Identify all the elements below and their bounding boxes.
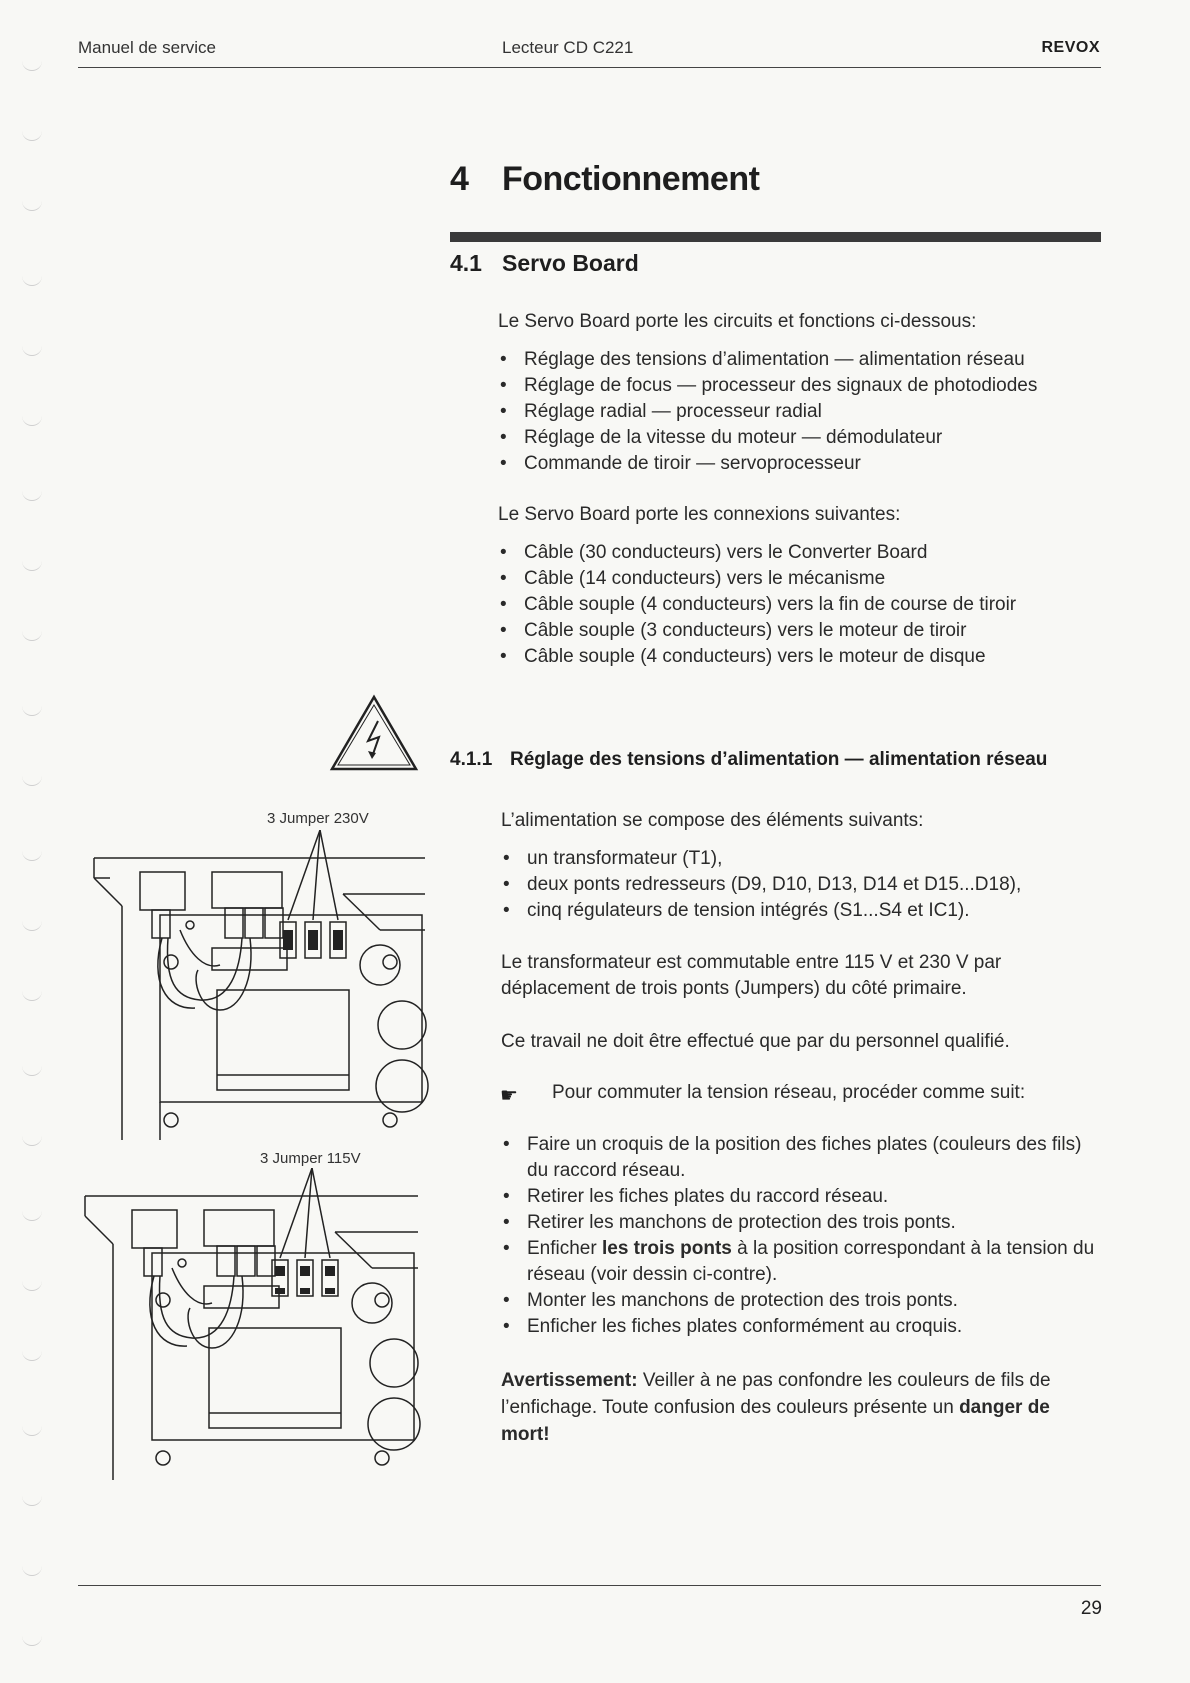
section-number: 4.1	[450, 250, 482, 276]
list-item	[501, 1236, 1097, 1288]
chapter-number: 4	[450, 160, 469, 198]
list-item: • Réglage des tensions d’alimentation — alimentation réseau	[498, 347, 1098, 373]
warning-paragraph	[501, 1367, 1099, 1448]
jumper-115-label: 3 Jumper 115V	[260, 1150, 361, 1167]
functions-list	[498, 347, 1098, 477]
chapter-title-text: Fonctionnement	[502, 160, 760, 198]
header-product: Lecteur CD C221	[502, 38, 634, 57]
pointing-hand-icon: ☛	[500, 1085, 518, 1107]
intro-functions: Le Servo Board porte les circuits et fonctions ci-dessous:	[498, 311, 977, 332]
list-item: • Enficher les fiches plates conformément au croquis.	[501, 1314, 1097, 1340]
list-item: • Retirer les fiches plates du raccord réseau.	[501, 1184, 1097, 1210]
chapter-bar	[450, 232, 1101, 242]
list-item: • deux ponts redresseurs (D9, D10, D13, D14 et D15...D18),	[501, 872, 1101, 898]
chapter-title	[450, 160, 759, 199]
qualified-text: Ce travail ne doit être effectué que par du personnel qualifié.	[501, 1031, 1010, 1052]
list-item: • Commande de tiroir — servoprocesseur	[498, 451, 1098, 477]
jumper-230-diagram	[80, 830, 430, 1145]
procedure-intro: Pour commuter la tension réseau, procéder comme suit:	[552, 1082, 1026, 1103]
list-item: • Réglage radial — processeur radial	[498, 399, 1098, 425]
list-item: • cinq régulateurs de tension intégrés (S1...S4 et IC1).	[501, 898, 1101, 924]
high-voltage-warning-icon	[328, 693, 420, 773]
list-item: • Câble souple (4 conducteurs) vers le moteur de disque	[498, 644, 1098, 670]
warning-text: Veiller à ne pas confondre les couleurs de fils de l’enfichage. Toute confusion des couleurs présente un	[501, 1370, 1051, 1418]
section-title-text: Servo Board	[502, 250, 639, 276]
warning-emphasis: danger de mort!	[501, 1397, 1050, 1445]
list-item: • Monter les manchons de protection des trois ponts.	[501, 1288, 1097, 1314]
steps-list	[501, 1132, 1097, 1340]
list-item: • Câble souple (3 conducteurs) vers le moteur de tiroir	[498, 618, 1098, 644]
transformer-text: Le transformateur est commutable entre 115 V et 230 V par déplacement de trois ponts (Jumpers) du côté primaire.	[501, 952, 1002, 999]
subsection-number: 4.1.1	[450, 749, 493, 770]
list-item: • Câble souple (4 conducteurs) vers la fin de course de tiroir	[498, 592, 1098, 618]
footer-rule	[78, 1585, 1101, 1586]
intro-connections: Le Servo Board porte les connexions suivantes:	[498, 504, 901, 525]
connections-list	[498, 540, 1098, 670]
revox-logo: REVOX	[1041, 39, 1100, 56]
list-item: • Retirer les manchons de protection des trois ponts.	[501, 1210, 1097, 1236]
warning-label: Avertissement:	[501, 1370, 638, 1391]
list-item: • Câble (14 conducteurs) vers le mécanisme	[498, 566, 1098, 592]
list-item: • Câble (30 conducteurs) vers le Converter Board	[498, 540, 1098, 566]
jumper-230-label: 3 Jumper 230V	[267, 810, 369, 827]
supply-intro: L’alimentation se compose des éléments suivants:	[501, 810, 924, 831]
subsection-title	[450, 749, 1047, 771]
list-item: • un transformateur (T1),	[501, 846, 1101, 872]
list-item: • Réglage de la vitesse du moteur — démodulateur	[498, 425, 1098, 451]
page-number: 29	[1080, 1598, 1102, 1619]
list-item: • Réglage de focus — processeur des signaux de photodiodes	[498, 373, 1098, 399]
header-manual: Manuel de service	[78, 38, 216, 57]
step-emphasis: les trois ponts	[601, 1238, 732, 1259]
jumper-115-diagram	[80, 1168, 430, 1483]
list-item: • Faire un croquis de la position des fiches plates (couleurs des fils) du raccord réseau.	[501, 1132, 1097, 1184]
subsection-title-text: Réglage des tensions d’alimentation — alimentation réseau	[510, 749, 1048, 770]
header-rule	[78, 67, 1101, 68]
section-title	[450, 250, 639, 277]
step-text: à la position correspondant à la tension du réseau (voir dessin ci-contre).	[527, 1238, 1095, 1285]
supply-list	[501, 846, 1101, 924]
step-text: Enficher	[527, 1238, 602, 1259]
